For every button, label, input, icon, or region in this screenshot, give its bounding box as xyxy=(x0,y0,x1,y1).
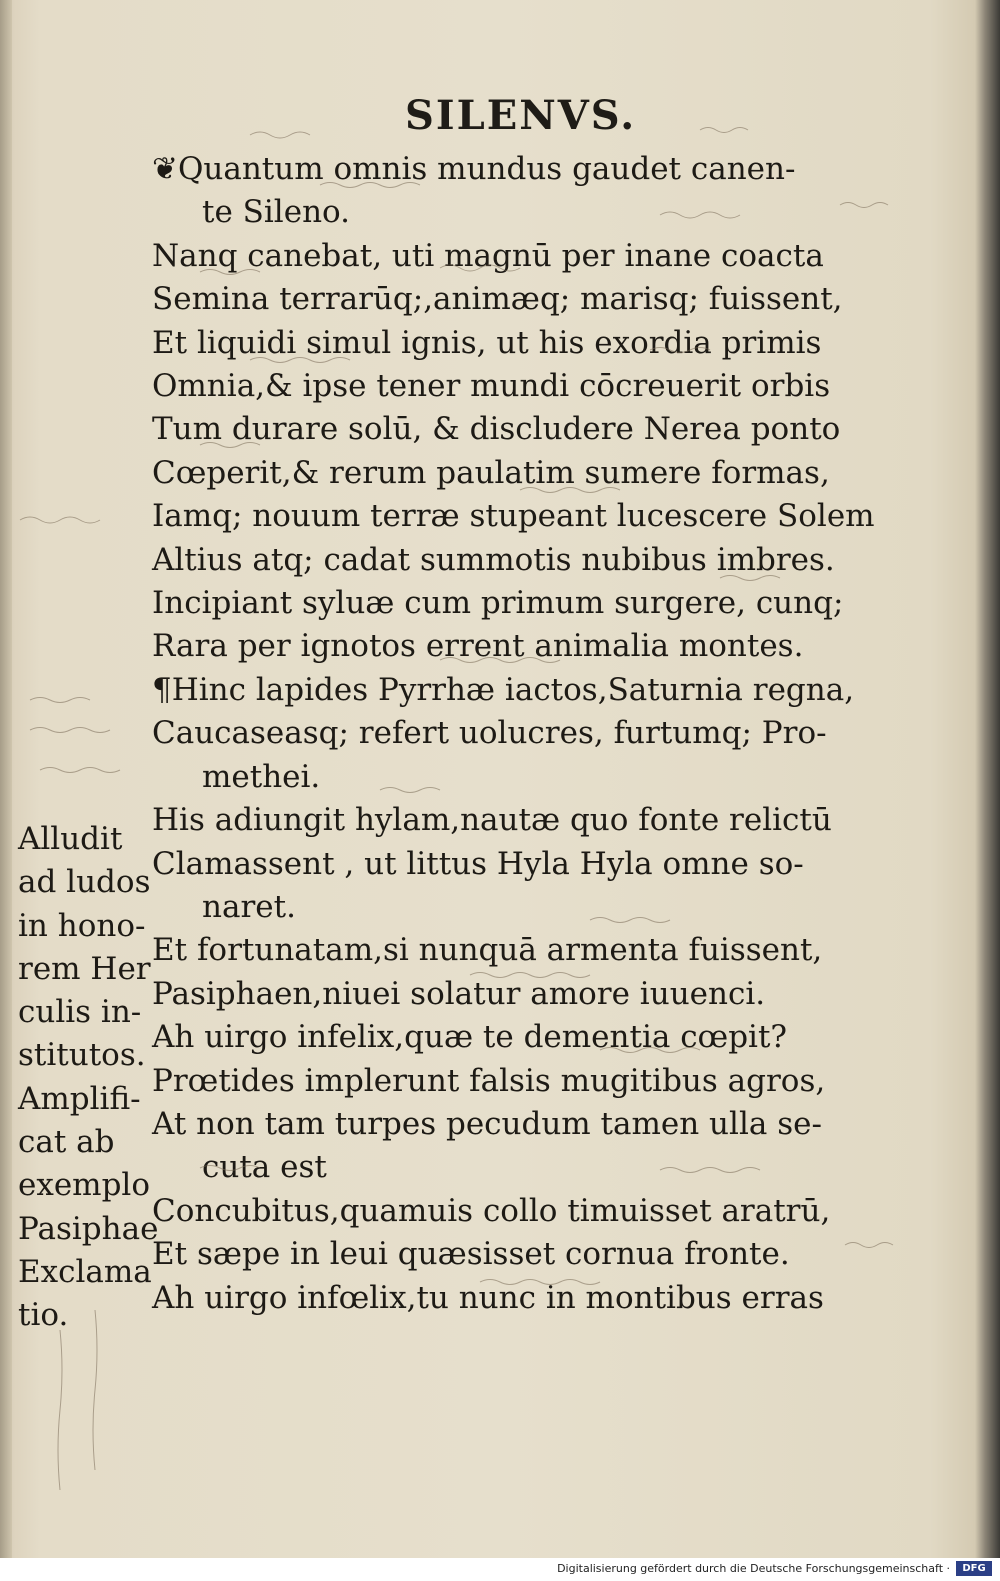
margin-line: ad ludos xyxy=(18,864,151,901)
margin-line: Pasiphae xyxy=(18,1210,159,1247)
verse-line: Clamassent , ut littus Hyla Hyla omne so- xyxy=(152,845,804,882)
page-edge xyxy=(0,0,12,1558)
margin-line: Alludit xyxy=(18,821,123,857)
margin-line: Amplifi- xyxy=(18,1080,141,1117)
running-header: SILENVS. xyxy=(405,92,637,139)
verse-line: Et liquidi simul ignis, ut his exordia primis xyxy=(152,324,822,361)
verse-line: naret. xyxy=(202,888,296,925)
verse-line: Nanq canebat, uti magnū per inane coacta xyxy=(152,237,824,274)
verse-line: Semina terrarūq;,animæq; marisq; fuissent, xyxy=(152,281,843,318)
verse-line: His adiungit hylam,nautæ quo fonte relictū xyxy=(152,802,832,839)
margin-line: rem Her xyxy=(18,950,151,987)
margin-line: exemplo xyxy=(18,1167,150,1204)
verse-line: Et sæpe in leui quæsisset cornua fronte. xyxy=(152,1236,790,1273)
margin-line: in hono- xyxy=(18,907,146,944)
margin-line: tio. xyxy=(18,1297,69,1334)
marginal-note xyxy=(18,818,168,1338)
dfg-logo: DFG xyxy=(956,1561,992,1576)
verse-line: Incipiant syluæ cum primum surgere, cunq; xyxy=(152,585,844,622)
verse-line: ¶Hinc lapides Pyrrhæ iactos,Saturnia regna, xyxy=(152,671,855,708)
margin-line: stitutos. xyxy=(18,1037,146,1074)
margin-line: cat ab xyxy=(18,1124,115,1161)
footer-bar xyxy=(0,1558,1000,1581)
verse-line: Omnia,& ipse tener mundi cōcreuerit orbis xyxy=(152,368,831,405)
verse-line: Concubitus,quamuis collo timuisset aratrū, xyxy=(152,1192,831,1229)
footer-credit: Digitalisierung gefördert durch die Deutsche Forschungsgemeinschaft · xyxy=(557,1562,950,1575)
margin-line: culis in- xyxy=(18,994,142,1031)
verse-line: Et fortunatam,si nunquā armenta fuissent, xyxy=(152,932,823,969)
verse-line: Rara per ignotos errent animalia montes. xyxy=(152,628,804,665)
verse-line: Cœperit,& rerum paulatim sumere formas, xyxy=(152,454,830,491)
verse-line: Caucaseasq; refert uolucres, furtumq; Pro- xyxy=(152,715,827,752)
verse-line: te Sileno. xyxy=(202,194,351,231)
verse-line: ❦Quantum omnis mundus gaudet canen- xyxy=(152,151,796,187)
verse-line: Pasiphaen,niuei solatur amore iuuenci. xyxy=(152,975,766,1012)
verse-line: At non tam turpes pecudum tamen ulla se- xyxy=(152,1105,822,1142)
verse-line: methei. xyxy=(202,758,321,795)
verse-line: Ah uirgo infœlix,tu nunc in montibus erras xyxy=(152,1279,824,1316)
verse-line: Tum durare solū, & discludere Nerea ponto xyxy=(152,411,841,448)
verse-line: Prœtides implerunt falsis mugitibus agros, xyxy=(152,1062,826,1099)
verse-line: Ah uirgo infelix,quæ te dementia cœpit? xyxy=(152,1019,788,1056)
verse-line: cuta est xyxy=(202,1149,327,1186)
verse-line: Iamq; nouum terræ stupeant lucescere Solem xyxy=(152,498,875,535)
verse-text xyxy=(152,148,932,1320)
margin-line: Exclama xyxy=(18,1253,152,1290)
verse-line: Altius atq; cadat summotis nubibus imbres. xyxy=(152,541,835,578)
